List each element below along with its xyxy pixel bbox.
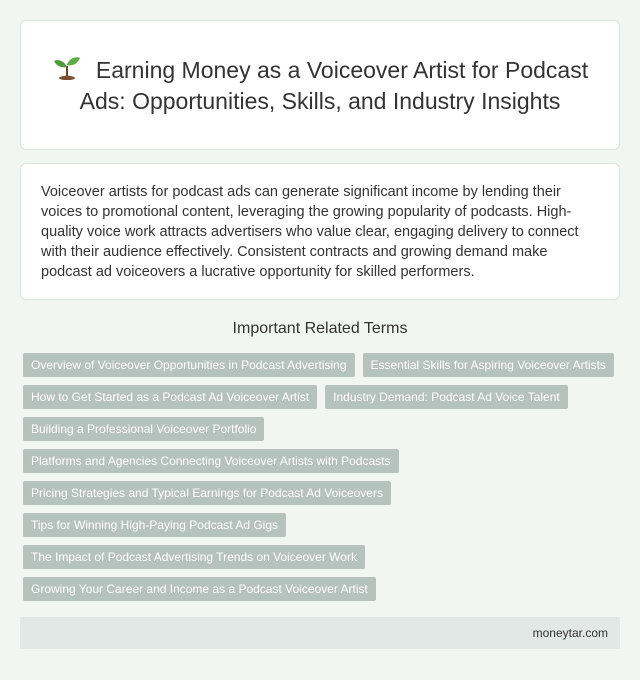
- page-title-text: Earning Money as a Voiceover Artist for Podcast Ads: Opportunities, Skills, and Industry Insights: [79, 56, 589, 114]
- tag-overview-opportunities[interactable]: Overview of Voiceover Opportunities in Podcast Advertising: [23, 353, 355, 377]
- title-card: [20, 20, 620, 150]
- sprout-icon: [52, 54, 82, 80]
- related-terms-list: [23, 353, 623, 609]
- tag-row: [23, 545, 623, 577]
- tag-platforms-agencies[interactable]: Platforms and Agencies Connecting Voiceover Artists with Podcasts: [23, 449, 399, 473]
- tag-industry-demand[interactable]: Industry Demand: Podcast Ad Voice Talent: [325, 385, 568, 409]
- tag-growing-career[interactable]: Growing Your Career and Income as a Podcast Voiceover Artist: [23, 577, 376, 601]
- intro-paragraph: Voiceover artists for podcast ads can generate significant income by lending their voices to promotional content, leveraging the growing popularity of podcasts. High-quality voice work attracts advertisers who value clear, engaging delivery to connect with their audience effectively. Consistent contracts and growing demand make podcast ad voiceovers a lucrative opportunity for skilled performers.: [41, 184, 579, 280]
- footer-site-link[interactable]: moneytar.com: [532, 626, 608, 640]
- page-title: [51, 54, 589, 117]
- tag-essential-skills[interactable]: Essential Skills for Aspiring Voiceover Artists: [363, 353, 614, 377]
- related-terms-heading: Important Related Terms: [232, 320, 408, 337]
- footer: [20, 617, 620, 649]
- tag-row: [23, 353, 623, 385]
- tag-row: [23, 417, 623, 449]
- tag-portfolio[interactable]: Building a Professional Voiceover Portfolio: [23, 417, 264, 441]
- tag-row: [23, 449, 623, 481]
- tag-row: [23, 481, 623, 513]
- tag-pricing-earnings[interactable]: Pricing Strategies and Typical Earnings for Podcast Ad Voiceovers: [23, 481, 391, 505]
- tag-winning-gigs[interactable]: Tips for Winning High-Paying Podcast Ad Gigs: [23, 513, 286, 537]
- tag-row: [23, 577, 623, 609]
- tag-row: [23, 513, 623, 545]
- tag-row: [23, 385, 623, 417]
- tag-advertising-trends[interactable]: The Impact of Podcast Advertising Trends on Voiceover Work: [23, 545, 365, 569]
- intro-card: [20, 163, 620, 300]
- tag-get-started[interactable]: How to Get Started as a Podcast Ad Voiceover Artist: [23, 385, 317, 409]
